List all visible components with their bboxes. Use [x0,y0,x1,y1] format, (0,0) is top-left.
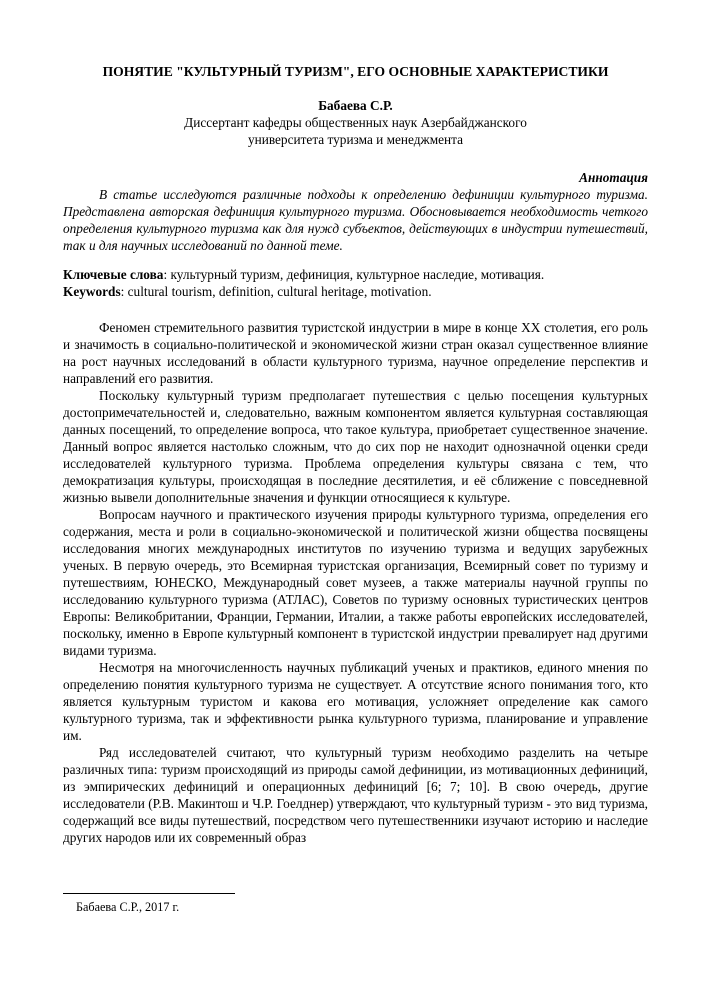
body-paragraph: Поскольку культурный туризм предполагает путешествия с целью посещения культурных достопримечательностей и, следовательно, важным компонентом является культурная составляющая данных посещений, то определение вопроса, что такое культура, приобретает существенное значение. Данный вопрос является настолько сложным, что до сих пор не находит однозначной оценки среди исследователей культурного туризма. Проблема определения культуры связана с тем, что демократизация культуры, происходящая в последние десятилетия, и её сближение с повседневной жизнью вывели дополнительные значения и функции относящиеся к культуре. [63,388,648,505]
article-body [63,319,648,846]
footnote-text: Бабаева С.Р., 2017 г. [76,900,180,914]
body-paragraph: Несмотря на многочисленность научных публикаций ученых и практиков, единого мнения по определению понятия культурного туризма не существует. А отсутствие ясного понимания того, кто является культурным туристом и какова его мотивация, усложняет определение как самого культурного туризма, так и эффективности рынка культурного туризма, планирование и управление им. [63,660,648,743]
footnote-separator [63,893,235,894]
footnote [63,893,463,915]
keywords-en-label: Keywords [63,284,121,299]
abstract-heading: Аннотация [579,170,648,185]
body-paragraph: Ряд исследователей считают, что культурный туризм необходимо разделить на четыре различных типа: туризм происходящий из природы самой дефиниции, из мотивационных дефиниций, из эмпирических дефиниций и операционных дефиниций [6; 7; 10]. В свою очередь, другие исследователи (Р.В. Макинтош и Ч.Р. Гоелднер) утверждают, что культурный туризм - это вид туризма, содержащий все виды путешествий, посредством чего путешественники изучают историю и наследие других народов или их современный образ [63,745,648,845]
author-name: Бабаева С.Р. [318,98,393,113]
keywords-en [63,283,648,300]
keywords-ru-text: : культурный туризм, дефиниция, культурное наследие, мотивация. [163,267,545,282]
abstract-text: В статье исследуются различные подходы к определению дефиниции культурного туризма. Представлена авторская дефиниция культурного туризма. Обосновывается необходимость четкого определения культурного туризма как для нужд субъектов, действующих в индустрии путешествий, так и для научных исследований по данной теме. [63,187,648,253]
paper-title: ПОНЯТИЕ "КУЛЬТУРНЫЙ ТУРИЗМ", ЕГО ОСНОВНЫЕ ХАРАКТЕРИСТИКИ [102,64,609,79]
keywords-en-text: : cultural tourism, definition, cultural heritage, motivation. [120,284,432,299]
keywords-ru-label: Ключевые слова [63,267,164,282]
author-affiliation-line2: университета туризма и менеджмента [247,132,464,147]
author-affiliation-line1: Диссертант кафедры общественных наук Азербайджанского [184,115,527,130]
keywords-ru [63,266,648,283]
body-paragraph: Феномен стремительного развития туристской индустрии в мире в конце XX столетия, его роль и значимость в социально-политической и экономической жизни стран оказал существенное влияние на рост научных исследований в области культурного туризма, научное определение перспектив и направлений его развития. [63,320,648,386]
body-paragraph: Вопросам научного и практического изучения природы культурного туризма, определения его содержания, места и роли в социально-экономической и политической жизни общества посвящены исследования многих международных институтов по изучению туризма и ведущих зарубежных ученых. В первую очередь, это Всемирная туристская организация, Всемирный совет по туризму и путешествиям, ЮНЕСКО, Международный совет музеев, а также материалы научной группы по исследованию культурного туризма (АТЛАС), Советов по туризму основных туристических центров Европы: Великобритании, Франции, Германии, Италии, а также работы европейских исследователей, поскольку, именно в Европе культурный компонент в туристской индустрии превалирует над другими видами туризма. [63,507,648,658]
